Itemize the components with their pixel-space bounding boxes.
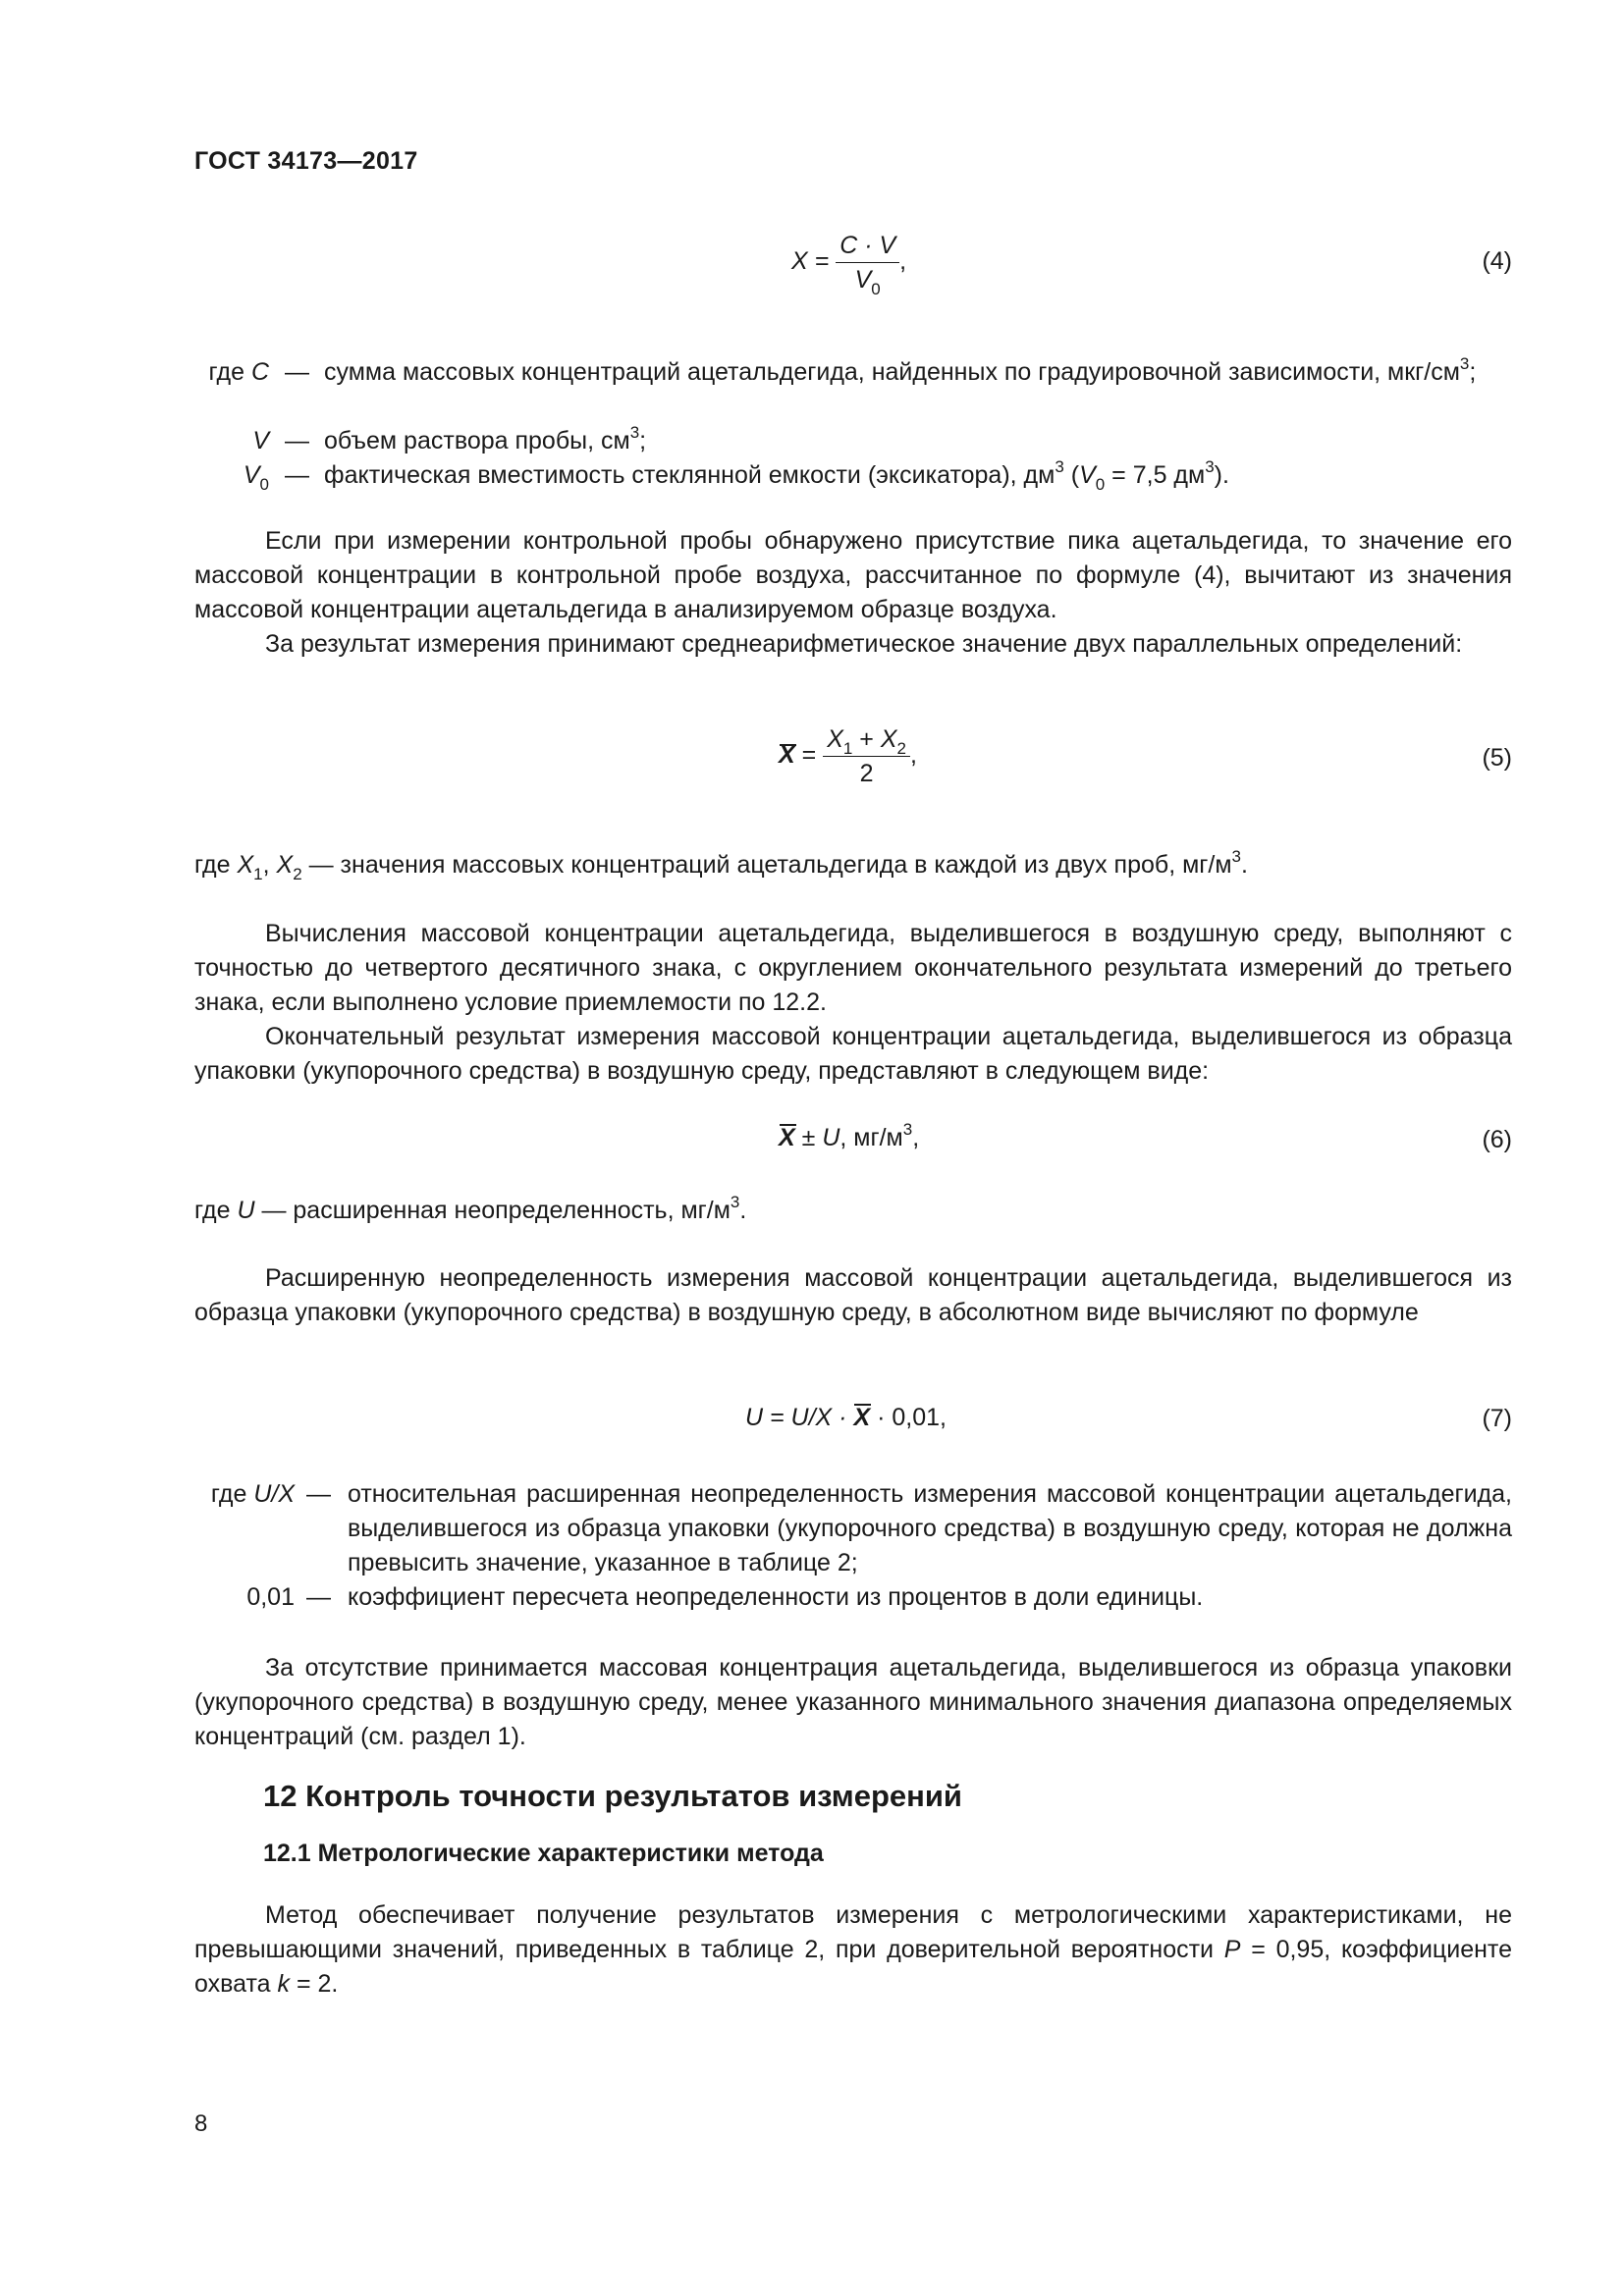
where7-symbol-ux: U/X xyxy=(253,1480,295,1508)
equation-5-number: (5) xyxy=(1482,744,1512,772)
eq5-fraction xyxy=(823,722,910,790)
equation-6-number: (6) xyxy=(1482,1126,1512,1153)
equation-7-number: (7) xyxy=(1482,1405,1512,1432)
where7-row-1 xyxy=(194,1477,1512,1580)
where4-symbol-c: C xyxy=(250,358,269,386)
paragraph-final-result: Окончательный результат измерения массовой концентрации ацетальдегида, выделившегося из образца упаковки (укупорочного средства) в воздушную среду, представляют в следующем виде: xyxy=(194,1023,1512,1085)
paragraph-method-characteristics: Метод обеспечивает получение результатов измерения с метрологическими характеристиками, не превышающими значений, приведенных в таблице 2, при доверительной вероятности P = 0,95, коэффициенте охвата k = 2. xyxy=(194,1901,1512,1998)
where6-line: где U — расширенная неопределенность, $мг/м^3$. xyxy=(194,1193,747,1224)
where4-desc-2: объем раствора пробы, $см^3$; xyxy=(324,423,647,454)
where4-desc-1: сумма массовых концентраций ацетальдегида, найденных по градуировочной зависимости, мкг/$см^3$; xyxy=(324,354,1477,386)
eq4-numerator: C · V xyxy=(836,229,899,263)
eq5-denominator: 2 xyxy=(859,760,874,787)
where4-dash: — xyxy=(285,358,309,386)
where7-desc-2: коэффициент пересчета неопределенности из процентов в доли единицы. xyxy=(348,1583,1204,1611)
equation-5: X = $\frac{X_1 + X_2}{2}$ , xyxy=(779,722,917,790)
paragraph-calculation-precision: Вычисления массовой концентрации ацетальдегида, выделившегося в воздушную среду, выполняют с точностью до четвертого десятичного знака, с округлением окончательного результата измерений до третьего знака, если выполнено условие приемлемости по 12.2. xyxy=(194,920,1512,1016)
eq7-xbar: X xyxy=(853,1401,870,1435)
paragraph-absence: За отсутствие принимается массовая концентрация ацетальдегида, выделившегося из образца упаковки (укупорочного средства) в воздушную среду, менее указанного минимального значения диапазона определяемых концентраций (см. раздел 1). xyxy=(194,1654,1512,1750)
where4-lead: где xyxy=(208,358,244,386)
section-12-title: 12 Контроль точности результатов измерений xyxy=(263,1779,962,1813)
eq4-lhs: X = xyxy=(791,247,830,276)
page-number: 8 xyxy=(194,2110,208,2137)
eq5-comma: , xyxy=(910,741,917,770)
where7-dash: — xyxy=(306,1583,331,1611)
where4-symbol-v0: $V_0$ xyxy=(243,461,269,494)
where7-symbol-001: 0,01 xyxy=(246,1583,295,1611)
paragraph-control-sample: Если при измерении контрольной пробы обнаружено присутствие пика ацетальдегида, то значение его массовой концентрации в контрольной пробе воздуха, рассчитанное по формуле (4), вычитают из значения массовой концентрации ацетальдегида в анализируемом образце воздуха. xyxy=(194,527,1512,623)
where4-dash: — xyxy=(285,461,309,489)
where7-desc-1: относительная расширенная неопределенность измерения массовой концентрации ацетальдегида, выделившегося из образца упаковки (укупорочного средства) в воздушную среду, которая не должна превысить значение, указанное в таблице 2; xyxy=(348,1480,1512,1576)
document-header: ГОСТ 34173—2017 xyxy=(194,147,418,175)
eq4-comma: , xyxy=(899,247,907,276)
eq7-lhs: U = U/X · xyxy=(745,1404,854,1431)
eq5-xbar: X xyxy=(779,741,795,770)
where4-dash: — xyxy=(285,427,309,454)
equation-6: X ± U, $мг/м^3$, xyxy=(779,1121,919,1155)
equation-4 xyxy=(791,229,906,296)
where4-symbol-v: V xyxy=(252,427,269,454)
where7-dash: — xyxy=(306,1480,331,1508)
equation-7: U = U/X · X · 0,01, xyxy=(745,1401,947,1435)
section-12-1-title: 12.1 Метрологические характеристики метода xyxy=(263,1840,824,1867)
eq4-fraction xyxy=(836,229,899,296)
eq5-numerator: $X_1 + X_2$ xyxy=(823,722,910,757)
where4-row-1 xyxy=(194,355,1512,424)
where5-line: где $X_1$, $X_2$ — значения массовых концентраций ацетальдегида в каждой из двух проб, $мг/м^3$. xyxy=(194,847,1248,883)
where4-desc-3: фактическая вместимость стеклянной емкости (эксикатора), $дм^3$ ($V_0 = 7,5$ $дм^3$). xyxy=(324,457,1229,494)
where7-lead: где xyxy=(210,1480,247,1508)
eq6-xbar: X xyxy=(779,1121,795,1155)
paragraph-result-average: За результат измерения принимают среднеарифметическое значение двух параллельных определений: xyxy=(265,630,1463,658)
equation-4-number: (4) xyxy=(1482,247,1512,275)
paragraph-expanded-uncertainty: Расширенную неопределенность измерения массовой концентрации ацетальдегида, выделившегося из образца упаковки (укупорочного средства) в воздушную среду, в абсолютном виде вычисляют по формуле xyxy=(194,1264,1512,1326)
eq4-denominator: $V_0$ xyxy=(854,266,881,298)
